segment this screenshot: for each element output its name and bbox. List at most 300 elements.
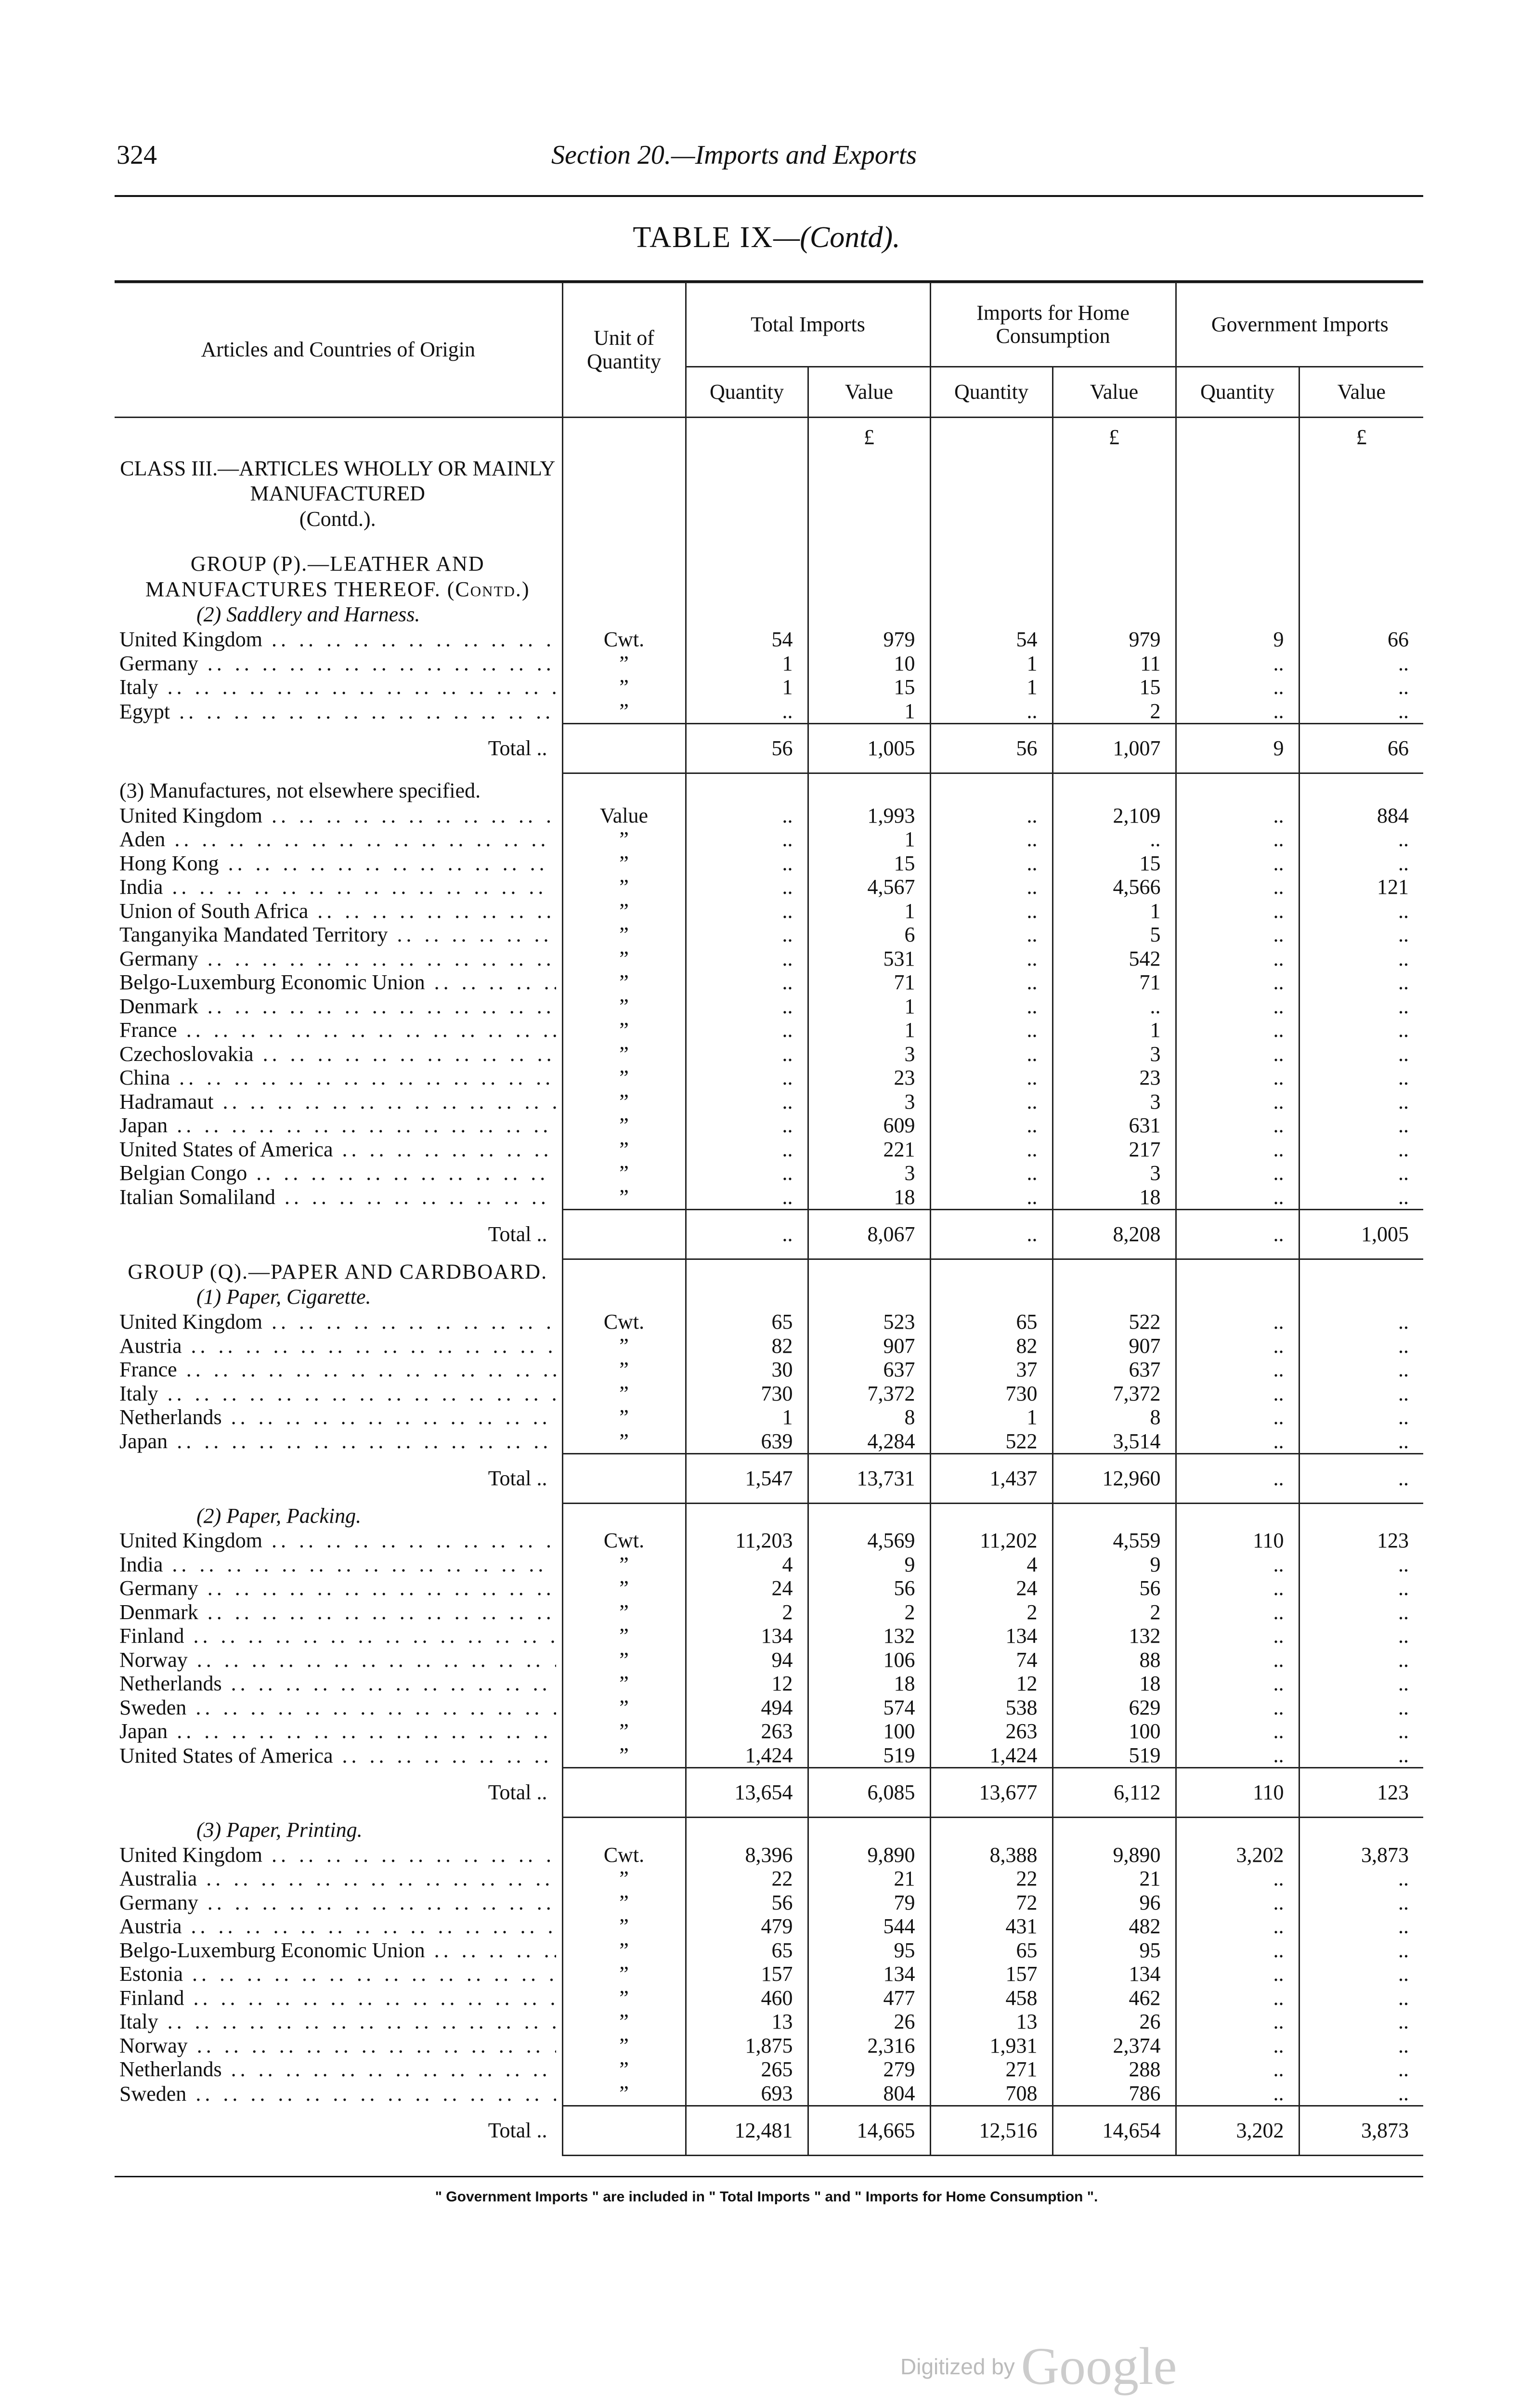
unit-cell: ” (562, 1382, 686, 1406)
value-cell: 637 (808, 1358, 930, 1382)
country-name: India .. .. (119, 875, 556, 899)
value-cell: 1 (808, 1018, 930, 1042)
value-cell: 95 (808, 1938, 930, 1963)
value-cell: .. (1176, 1576, 1299, 1600)
value-cell: .. (686, 1138, 808, 1162)
table-bottom-rule (115, 2176, 1423, 2177)
total-value: .. (686, 1210, 808, 1259)
value-cell: 979 (808, 628, 930, 652)
table-row (115, 1843, 1423, 1867)
value-cell: .. (1176, 1405, 1299, 1429)
saddlery-heading: (2) Saddlery and Harness. (196, 602, 420, 627)
value-cell: .. (1299, 995, 1423, 1019)
table-row (115, 1553, 1423, 1577)
value-cell: 462 (1052, 1986, 1176, 2010)
value-cell: 24 (686, 1576, 808, 1600)
unit-cell: ” (562, 2057, 686, 2081)
unit-cell: Cwt. (562, 628, 686, 652)
table-row (115, 1986, 1423, 2010)
country-name: Union of South Africa .. .. (119, 899, 556, 923)
printing-heading: (3) Paper, Printing. (196, 1818, 363, 1842)
country-name: Belgo-Luxemburg Economic Union .. .. (119, 1938, 556, 1963)
country-name: Japan .. .. (119, 1719, 556, 1743)
value-cell: .. (686, 1090, 808, 1114)
col-value: Value (1052, 367, 1176, 418)
value-cell: 3,202 (1176, 1843, 1299, 1867)
value-cell: .. (1299, 1891, 1423, 1915)
table-row (115, 1962, 1423, 1986)
google-logo: Google (1021, 2337, 1177, 2395)
value-cell: 431 (930, 1914, 1052, 1938)
value-cell: .. (1299, 1310, 1423, 1334)
value-cell: .. (1176, 1382, 1299, 1406)
value-cell: 11,203 (686, 1529, 808, 1553)
unit-cell: ” (562, 1429, 686, 1454)
value-cell: .. (1176, 652, 1299, 676)
table-row (115, 970, 1423, 995)
value-cell: 110 (1176, 1529, 1299, 1553)
table-row (115, 1382, 1423, 1406)
table-row (115, 1696, 1423, 1720)
value-cell: 693 (686, 2081, 808, 2106)
value-cell: .. (1176, 875, 1299, 899)
value-cell: 100 (808, 1719, 930, 1743)
unit-cell: ” (562, 1648, 686, 1672)
value-cell: 79 (808, 1891, 930, 1915)
unit-cell: ” (562, 1867, 686, 1891)
table-row (115, 851, 1423, 876)
country-name: Italian Somaliland .. .. (119, 1185, 556, 1209)
cigarette-heading: (1) Paper, Cigarette. (196, 1285, 371, 1309)
table-row (115, 1066, 1423, 1090)
value-cell: 4 (686, 1553, 808, 1577)
total-value: 56 (686, 724, 808, 773)
value-cell: 23 (1052, 1066, 1176, 1090)
value-cell: 88 (1052, 1648, 1176, 1672)
value-cell: .. (686, 899, 808, 923)
country-name: Italy .. .. (119, 2010, 556, 2034)
total-value: 110 (1176, 1768, 1299, 1818)
table-row (115, 1090, 1423, 1114)
value-cell: .. (686, 947, 808, 971)
table-title-suffix: —(Contd). (773, 221, 900, 254)
value-cell: 544 (808, 1914, 930, 1938)
value-cell: .. (1176, 1138, 1299, 1162)
value-cell: 458 (930, 1986, 1052, 2010)
value-cell: 132 (808, 1624, 930, 1648)
header-rule (115, 195, 1423, 197)
value-cell: .. (1299, 947, 1423, 971)
unit-cell: ” (562, 2034, 686, 2058)
value-cell: .. (686, 995, 808, 1019)
value-cell: .. (1176, 699, 1299, 724)
group-p-heading: GROUP (P).—LEATHER AND MANUFACTURES THEREOF. (Contd.) (145, 551, 530, 601)
value-cell: .. (930, 1138, 1052, 1162)
value-cell: .. (930, 875, 1052, 899)
value-cell: .. (930, 970, 1052, 995)
value-cell: .. (686, 1161, 808, 1185)
total-value: 9 (1176, 724, 1299, 773)
unit-cell: ” (562, 923, 686, 947)
value-cell: 22 (930, 1867, 1052, 1891)
country-name: Netherlands .. .. (119, 1672, 556, 1696)
value-cell: .. (1176, 1719, 1299, 1743)
value-cell: 82 (686, 1334, 808, 1358)
printing-heading-row (115, 1818, 1423, 1843)
value-cell: 804 (808, 2081, 930, 2106)
value-cell: .. (1176, 851, 1299, 876)
table-row (115, 1018, 1423, 1042)
value-cell: .. (686, 1066, 808, 1090)
value-cell: 13 (930, 2010, 1052, 2034)
group-q-heading-row (115, 1259, 1423, 1285)
value-cell: .. (1299, 1161, 1423, 1185)
value-cell: 100 (1052, 1719, 1176, 1743)
value-cell: 629 (1052, 1696, 1176, 1720)
value-cell: 18 (808, 1672, 930, 1696)
value-cell: 56 (1052, 1576, 1176, 1600)
value-cell: .. (1299, 675, 1423, 699)
unit-cell: ” (562, 1553, 686, 1577)
value-cell: .. (1176, 1334, 1299, 1358)
value-cell: .. (1299, 1914, 1423, 1938)
value-cell: .. (1176, 2034, 1299, 2058)
packing-heading-row (115, 1504, 1423, 1529)
unit-cell: ” (562, 1986, 686, 2010)
value-cell: 15 (1052, 675, 1176, 699)
value-cell: .. (1176, 1113, 1299, 1138)
value-cell: 7,372 (1052, 1382, 1176, 1406)
value-cell: 123 (1299, 1529, 1423, 1553)
value-cell: 708 (930, 2081, 1052, 2106)
value-cell: 1 (686, 675, 808, 699)
value-cell: 54 (930, 628, 1052, 652)
unit-cell: ” (562, 1185, 686, 1210)
value-cell: .. (1299, 1042, 1423, 1066)
table-row (115, 1624, 1423, 1648)
unit-cell: ” (562, 1018, 686, 1042)
col-total-imports: Total Imports (686, 283, 930, 367)
value-cell: 522 (930, 1429, 1052, 1454)
total-value: 1,437 (930, 1454, 1052, 1504)
value-cell: .. (1299, 1429, 1423, 1454)
value-cell: 74 (930, 1648, 1052, 1672)
value-cell: .. (1299, 970, 1423, 995)
total-row (115, 1768, 1423, 1818)
col-home-consumption: Imports for Home Consumption (930, 283, 1176, 367)
country-name: Norway .. .. (119, 1648, 556, 1672)
country-name: United States of America .. .. (119, 1744, 556, 1768)
value-cell: .. (1176, 1185, 1299, 1210)
value-cell: .. (1299, 1334, 1423, 1358)
value-cell: 907 (808, 1334, 930, 1358)
country-name: Finland .. .. (119, 1624, 556, 1648)
value-cell: 15 (1052, 851, 1176, 876)
country-name: Denmark .. .. (119, 1600, 556, 1624)
value-cell: 9,890 (1052, 1843, 1176, 1867)
total-value: 1,005 (808, 724, 930, 773)
value-cell: 263 (930, 1719, 1052, 1743)
unit-cell: ” (562, 1719, 686, 1743)
value-cell: 2 (1052, 1600, 1176, 1624)
value-cell: 15 (808, 851, 930, 876)
country-name: Finland .. .. (119, 1986, 556, 2010)
table-row (115, 1529, 1423, 1553)
country-name: Estonia .. .. (119, 1962, 556, 1986)
value-cell: .. (930, 1185, 1052, 1210)
value-cell: 2 (1052, 699, 1176, 724)
value-cell: 3 (808, 1161, 930, 1185)
country-name: India .. .. (119, 1553, 556, 1577)
value-cell: .. (1176, 899, 1299, 923)
value-cell: 134 (930, 1624, 1052, 1648)
value-cell: .. (1176, 675, 1299, 699)
unit-cell: ” (562, 970, 686, 995)
col-unit: Unit of Quantity (562, 283, 686, 418)
value-cell: 82 (930, 1334, 1052, 1358)
unit-cell: ” (562, 1161, 686, 1185)
value-cell: .. (1299, 1672, 1423, 1696)
value-cell: 2 (930, 1600, 1052, 1624)
value-cell: 637 (1052, 1358, 1176, 1382)
table-row (115, 2010, 1423, 2034)
value-cell: 786 (1052, 2081, 1176, 2106)
total-value: 3,202 (1176, 2106, 1299, 2156)
total-value: .. (930, 1210, 1052, 1259)
value-cell: 134 (1052, 1962, 1176, 1986)
value-cell: .. (1299, 1867, 1423, 1891)
value-cell: .. (1299, 851, 1423, 876)
value-cell: .. (1176, 1696, 1299, 1720)
value-cell: .. (930, 1090, 1052, 1114)
value-cell: 1 (808, 899, 930, 923)
value-cell: 3,514 (1052, 1429, 1176, 1454)
value-cell: .. (930, 1042, 1052, 1066)
manufactures-heading: (3) Manufactures, not elsewhere specified. (119, 778, 481, 802)
value-cell: .. (1299, 1719, 1423, 1743)
table-header (115, 283, 1423, 418)
value-cell: .. (1299, 1405, 1423, 1429)
value-cell: 8 (1052, 1405, 1176, 1429)
value-cell: 11 (1052, 652, 1176, 676)
value-cell: 519 (1052, 1743, 1176, 1768)
value-cell: 9 (1176, 628, 1299, 652)
value-cell: .. (1176, 995, 1299, 1019)
unit-cell: ” (562, 2010, 686, 2034)
value-cell: .. (1299, 1553, 1423, 1577)
value-cell: 523 (808, 1310, 930, 1334)
value-cell: 23 (808, 1066, 930, 1090)
table-row (115, 675, 1423, 699)
total-value: 1,007 (1052, 724, 1176, 773)
country-name: Belgo-Luxemburg Economic Union .. .. (119, 970, 556, 995)
value-cell: .. (1176, 1938, 1299, 1963)
unit-cell: ” (562, 699, 686, 724)
total-value: 1,547 (686, 1454, 808, 1504)
value-cell: .. (1299, 1138, 1423, 1162)
value-cell: 106 (808, 1648, 930, 1672)
total-value: 13,731 (808, 1454, 930, 1504)
page-number: 324 (117, 140, 157, 170)
value-cell: .. (1299, 652, 1423, 676)
total-value: 8,208 (1052, 1210, 1176, 1259)
country-name: Germany .. .. (119, 947, 556, 971)
country-name: Austria .. .. (119, 1914, 556, 1938)
value-cell: 4 (930, 1553, 1052, 1577)
value-cell: .. (1299, 899, 1423, 923)
value-cell: .. (930, 947, 1052, 971)
value-cell: 1 (930, 1405, 1052, 1429)
table-row (115, 1938, 1423, 1963)
value-cell: 72 (930, 1891, 1052, 1915)
value-cell: .. (686, 1113, 808, 1138)
country-name: Austria .. .. (119, 1334, 556, 1358)
country-name: China .. .. (119, 1066, 556, 1090)
unit-cell: ” (562, 1576, 686, 1600)
country-name: Norway .. .. (119, 2034, 556, 2058)
group-p-heading-row (115, 532, 1423, 602)
value-cell: .. (1176, 1310, 1299, 1334)
unit-cell: ” (562, 899, 686, 923)
value-cell: 134 (686, 1624, 808, 1648)
value-cell: .. (930, 804, 1052, 828)
total-value: 13,654 (686, 1768, 808, 1818)
unit-cell: ” (562, 947, 686, 971)
value-cell: .. (1299, 827, 1423, 851)
country-name: Netherlands .. .. (119, 1405, 556, 1429)
table-row (115, 699, 1423, 724)
total-value: 123 (1299, 1768, 1423, 1818)
value-cell: 1 (808, 995, 930, 1019)
value-cell: .. (1176, 1429, 1299, 1454)
value-cell: 66 (1299, 628, 1423, 652)
total-row (115, 2106, 1423, 2156)
value-cell: 2,374 (1052, 2034, 1176, 2058)
value-cell: .. (1176, 2010, 1299, 2034)
value-cell: .. (1176, 1018, 1299, 1042)
unit-cell: ” (562, 1138, 686, 1162)
table-row (115, 1743, 1423, 1768)
pound-sign: £ (808, 418, 930, 456)
unit-cell: ” (562, 1962, 686, 1986)
saddlery-heading-row (115, 602, 1423, 628)
value-cell: 1 (808, 827, 930, 851)
value-cell: .. (686, 827, 808, 851)
country-name: Germany .. .. (119, 1576, 556, 1600)
value-cell: .. (930, 699, 1052, 724)
col-value: Value (1299, 367, 1423, 418)
value-cell: .. (930, 899, 1052, 923)
value-cell: 1,424 (686, 1743, 808, 1768)
value-cell: 65 (930, 1310, 1052, 1334)
value-cell: 24 (930, 1576, 1052, 1600)
value-cell: .. (686, 1018, 808, 1042)
value-cell: 5 (1052, 923, 1176, 947)
value-cell: 96 (1052, 1891, 1176, 1915)
value-cell: .. (686, 699, 808, 724)
value-cell: .. (686, 970, 808, 995)
country-name: United Kingdom .. .. (119, 1529, 556, 1553)
value-cell: 18 (1052, 1185, 1176, 1210)
value-cell: 1,993 (808, 804, 930, 828)
value-cell: .. (1299, 1090, 1423, 1114)
unit-cell: ” (562, 1334, 686, 1358)
value-cell: .. (1299, 1648, 1423, 1672)
value-cell: .. (1299, 1358, 1423, 1382)
unit-cell: ” (562, 1600, 686, 1624)
digitized-watermark (900, 2336, 1177, 2397)
value-cell: 65 (930, 1938, 1052, 1963)
value-cell: 522 (1052, 1310, 1176, 1334)
value-cell: 1 (686, 1405, 808, 1429)
unit-cell: ” (562, 1042, 686, 1066)
country-name: Egypt .. .. (119, 700, 556, 724)
value-cell: 2,109 (1052, 804, 1176, 828)
country-name: Belgian Congo .. .. (119, 1161, 556, 1185)
footnote: " Government Imports " are included in " Total Imports " and " Imports for Home Consumption ". (435, 2189, 1098, 2205)
value-cell: .. (930, 1161, 1052, 1185)
total-label: Total .. (488, 2119, 547, 2143)
class-contd-row (115, 507, 1423, 532)
total-value: 14,665 (808, 2106, 930, 2156)
value-cell: 9,890 (808, 1843, 930, 1867)
value-cell: 6 (808, 923, 930, 947)
value-cell: 9 (1052, 1553, 1176, 1577)
value-cell: .. (1176, 947, 1299, 971)
value-cell: .. (686, 875, 808, 899)
col-quantity: Quantity (930, 367, 1052, 418)
table-title-main: TABLE IX (633, 221, 774, 254)
table-row (115, 1310, 1423, 1334)
value-cell: .. (930, 1066, 1052, 1090)
total-value: 12,516 (930, 2106, 1052, 2156)
value-cell: 4,569 (808, 1529, 930, 1553)
value-cell: 15 (808, 675, 930, 699)
total-label: Total .. (488, 1466, 547, 1491)
table-row (115, 1042, 1423, 1066)
value-cell: .. (1299, 1696, 1423, 1720)
value-cell: 730 (930, 1382, 1052, 1406)
value-cell: 12 (686, 1672, 808, 1696)
value-cell: .. (930, 1018, 1052, 1042)
country-name: Japan .. .. (119, 1429, 556, 1453)
value-cell: 3 (1052, 1042, 1176, 1066)
table-row (115, 2081, 1423, 2106)
value-cell: 4,567 (808, 875, 930, 899)
value-cell: .. (1299, 1938, 1423, 1963)
value-cell: 12 (930, 1672, 1052, 1696)
table-row (115, 628, 1423, 652)
value-cell: .. (1299, 1018, 1423, 1042)
value-cell: .. (1176, 1358, 1299, 1382)
value-cell: 94 (686, 1648, 808, 1672)
unit-cell: ” (562, 1113, 686, 1138)
value-cell: .. (1176, 2081, 1299, 2106)
value-cell: 18 (808, 1185, 930, 1210)
total-value: .. (1176, 1210, 1299, 1259)
value-cell: 95 (1052, 1938, 1176, 1963)
country-name: Sweden .. .. (119, 2082, 556, 2106)
value-cell: 279 (808, 2057, 930, 2081)
value-cell: 21 (808, 1867, 930, 1891)
value-cell: .. (1176, 1042, 1299, 1066)
value-cell: 54 (686, 628, 808, 652)
pound-sign: £ (1052, 418, 1176, 456)
value-cell: .. (1176, 1090, 1299, 1114)
country-name: Hong Kong .. .. (119, 851, 556, 876)
value-cell: 1,424 (930, 1743, 1052, 1768)
value-cell: 22 (686, 1867, 808, 1891)
